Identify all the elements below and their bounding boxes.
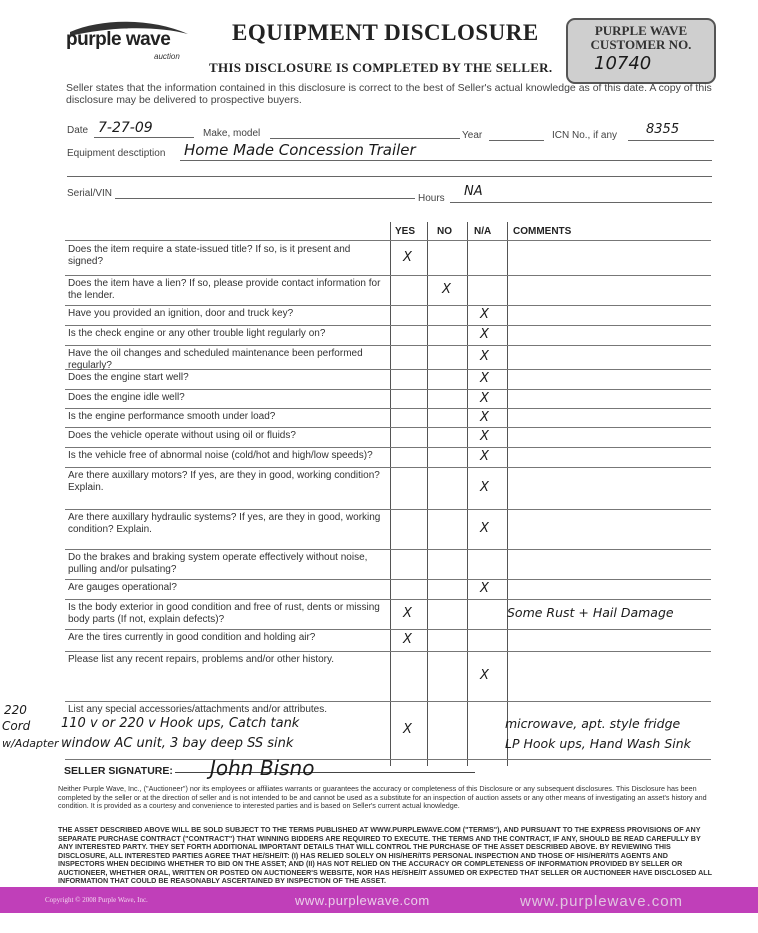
row-rule	[65, 325, 711, 326]
header-yes: YES	[395, 226, 416, 237]
header-no: NO	[437, 226, 452, 237]
hours-value: NA	[464, 184, 483, 199]
description-field	[180, 141, 712, 161]
footer-url-1[interactable]: www.purplewave.com	[295, 893, 430, 908]
purple-wave-logo	[62, 20, 192, 60]
question-text: Is the engine performance smooth under load?	[68, 411, 276, 422]
customer-label-1: PURPLE WAVE	[594, 23, 688, 38]
question-text: Do the brakes and braking system operate effectively without noise, pulling and/or pulsating?	[68, 552, 368, 575]
row-rule	[65, 408, 711, 409]
answer-mark-na: X	[480, 449, 489, 464]
footer-url-2[interactable]: www.purplewave.com	[520, 893, 684, 910]
row-rule	[65, 305, 711, 306]
date-label: Date	[67, 125, 89, 136]
question-text: Are the tires currently in good condition and holding air?	[68, 632, 316, 643]
row-rule	[65, 549, 711, 550]
intro-statement: Seller states that the information contained in this disclosure is correct to the best of Seller's actual knowledge as of this date. A copy of this disclosure may be delivered to prospective buyers.	[66, 82, 712, 106]
year-label: Year	[462, 130, 483, 141]
row-rule	[65, 467, 711, 468]
answer-mark-yes: X	[403, 722, 412, 737]
question-text: Are there auxillary motors? If yes, are they in good, working condition? Explain.	[68, 470, 380, 493]
row-rule	[65, 447, 711, 448]
logo-text: purple wave	[66, 29, 171, 50]
answer-comment: Some Rust + Hail Damage	[507, 605, 674, 620]
answer-mark-na: X	[480, 391, 489, 406]
margin-note-2: Cord	[2, 719, 31, 733]
make-label: Make, model	[203, 128, 261, 139]
year-field	[489, 126, 544, 141]
accessories-comment-1: microwave, apt. style fridge	[505, 716, 681, 731]
margin-note-1: 220	[4, 703, 27, 717]
customer-label-2: CUSTOMER NO.	[590, 37, 692, 52]
question-text: Have the oil changes and scheduled maintenance been performed regularly?	[68, 348, 363, 371]
footer-copyright: Copyright © 2008 Purple Wave, Inc.	[45, 896, 148, 904]
answer-mark-na: X	[480, 307, 489, 322]
answer-mark-na: X	[480, 480, 489, 495]
answer-mark-na: X	[480, 668, 489, 683]
answer-mark-na: X	[480, 410, 489, 425]
hours-field	[450, 184, 712, 203]
question-text: Does the engine idle well?	[68, 392, 185, 403]
row-rule	[65, 345, 711, 346]
icn-label: ICN No., if any	[552, 130, 618, 141]
question-text: Are there auxillary hydraulic systems? If yes, are they in good, working condition? Explain.	[68, 512, 381, 535]
serial-label: Serial/VIN	[67, 188, 113, 199]
col-divider	[390, 222, 391, 766]
answer-mark-na: X	[480, 581, 489, 596]
question-text: Does the item require a state-issued title? If so, is it present and signed?	[68, 244, 351, 267]
make-field	[270, 124, 460, 139]
col-divider	[507, 222, 508, 766]
row-rule	[65, 579, 711, 580]
question-text: Does the vehicle operate without using oil or fluids?	[68, 430, 296, 441]
serial-field	[115, 186, 415, 199]
logo-subtext: auction	[154, 52, 180, 61]
signature-label: SELLER SIGNATURE:	[64, 765, 173, 777]
signature-value: John Bisno	[210, 756, 315, 780]
description-line-2	[67, 162, 712, 177]
answer-mark-yes: X	[403, 250, 412, 265]
question-text: Have you provided an ignition, door and truck key?	[68, 308, 294, 319]
disclaimer-text: Neither Purple Wave, Inc., ("Auctioneer") nor its employees or affiliates warrants or guarantees the accuracy or completeness of this Disclosure or any subsequent disclosures. This Disclosure has been completed by the seller or at the direction of seller and is not intended to be and cannot be used as a substitute for an inspection of auction assets or any other means of investigating an asset's history and condition. It is provided as a courtesy and convenience to interested parties and is based on Seller's current actual knowledge.	[58, 784, 707, 810]
icn-value: 8355	[646, 122, 680, 137]
question-text: Are gauges operational?	[68, 582, 177, 593]
date-value: 7-27-09	[98, 120, 153, 136]
row-rule	[65, 759, 711, 760]
answer-mark-yes: X	[403, 606, 412, 621]
customer-number: 10740	[594, 53, 652, 74]
answer-mark-na: X	[480, 349, 489, 364]
answer-mark-na: X	[480, 521, 489, 536]
row-rule	[65, 629, 711, 630]
accessories-comment-2: LP Hook ups, Hand Wash Sink	[505, 736, 691, 751]
row-rule	[65, 599, 711, 600]
question-text: Please list any recent repairs, problems and/or other history.	[68, 654, 335, 665]
question-text: Is the vehicle free of abnormal noise (cold/hot and high/low speeds)?	[68, 450, 373, 461]
description-label: Equipment desctiption	[67, 148, 166, 159]
accessories-note-2: window AC unit, 3 bay deep SS sink	[61, 736, 294, 751]
footer-bar	[0, 887, 758, 913]
disclosure-table	[61, 222, 711, 766]
question-text: Is the body exterior in good condition and free of rust, dents or missing body parts (If not, explain defects)?	[68, 602, 380, 625]
col-divider	[427, 222, 428, 766]
icn-field	[628, 122, 714, 141]
header-na: N/A	[474, 226, 492, 237]
question-text: Does the engine start well?	[68, 372, 189, 383]
row-rule	[65, 651, 711, 652]
answer-mark-no: X	[442, 282, 451, 297]
row-rule	[65, 427, 711, 428]
document-title: EQUIPMENT DISCLOSURE	[232, 20, 539, 45]
row-rule	[65, 275, 711, 276]
row-rule	[65, 509, 711, 510]
margin-note-3: w/Adapter	[2, 737, 59, 750]
description-value: Home Made Concession Trailer	[184, 141, 416, 159]
document-subtitle: THIS DISCLOSURE IS COMPLETED BY THE SELLER.	[209, 60, 553, 75]
hours-label: Hours	[418, 193, 445, 204]
question-text: Is the check engine or any other trouble light regularly on?	[68, 328, 326, 339]
accessories-note-1: 110 v or 220 v Hook ups, Catch tank	[61, 716, 300, 731]
question-text: List any special accessories/attachments and/or attributes.	[68, 704, 328, 715]
answer-mark-na: X	[480, 327, 489, 342]
row-rule	[65, 389, 711, 390]
answer-mark-yes: X	[403, 632, 412, 647]
header-comments: COMMENTS	[513, 226, 572, 237]
answer-mark-na: X	[480, 429, 489, 444]
row-rule	[65, 701, 711, 702]
header-rule	[65, 240, 711, 241]
answer-mark-na: X	[480, 371, 489, 386]
terms-text: THE ASSET DESCRIBED ABOVE WILL BE SOLD SUBJECT TO THE TERMS PUBLISHED AT WWW.PURPLEWAVE.COM ("TERMS"), AND PURSUANT TO THE EXPRESS PROVISIONS OF ANY SEPARATE PURCHASE CONTRACT ("CONTRACT") THAT WINNING BIDDERS ARE REQUIRED TO EXECUTE. THE TERMS AND THE CONTRACT, IF ANY, SHOULD BE READ CAREFULLY BY ANY INTERESTED PARTY. THEY SET FORTH ADDITIONAL IMPORTANT DETAILS THAT WILL CONTROL THE PURCHASE OF THE ASSET DESCRIBED ABOVE. BY REVIEWING THIS DISCLOSURE, ALL INTERESTED PARTIES AGREE THAT HE/SHE/IT: (I) HAS RELIED SOLELY ON HIS/HER/ITS PERSONAL INSPECTION AND THOSE OF HIS/HER/ITS AGENTS AND INSPECTORS WHEN DECIDING WHETHER TO BID ON THE ASSET; AND (II) HAS NOT RELIED ON THE ACCURACY OR COMPLETENESS OF INFORMATION PROVIDED BY SELLER OR AUCTIONEER, WHETHER ORAL, WRITTEN OR POSTED ON AUCTIONEER'S WEBSITE, NOR HAS HE/SHE/IT ASSUMED OR EXPECTED THAT SELLER OR AUCTIONEER HAVE DISCLOSED ALL INFORMATION THAT COULD BE REASONABLY ASCERTAINED BY INSPECTION OF THE ASSET.	[58, 826, 712, 885]
date-field	[94, 122, 194, 138]
col-divider	[467, 222, 468, 766]
question-text: Does the item have a lien? If so, please provide contact information for the lender.	[68, 278, 381, 301]
customer-number-box	[566, 18, 716, 84]
